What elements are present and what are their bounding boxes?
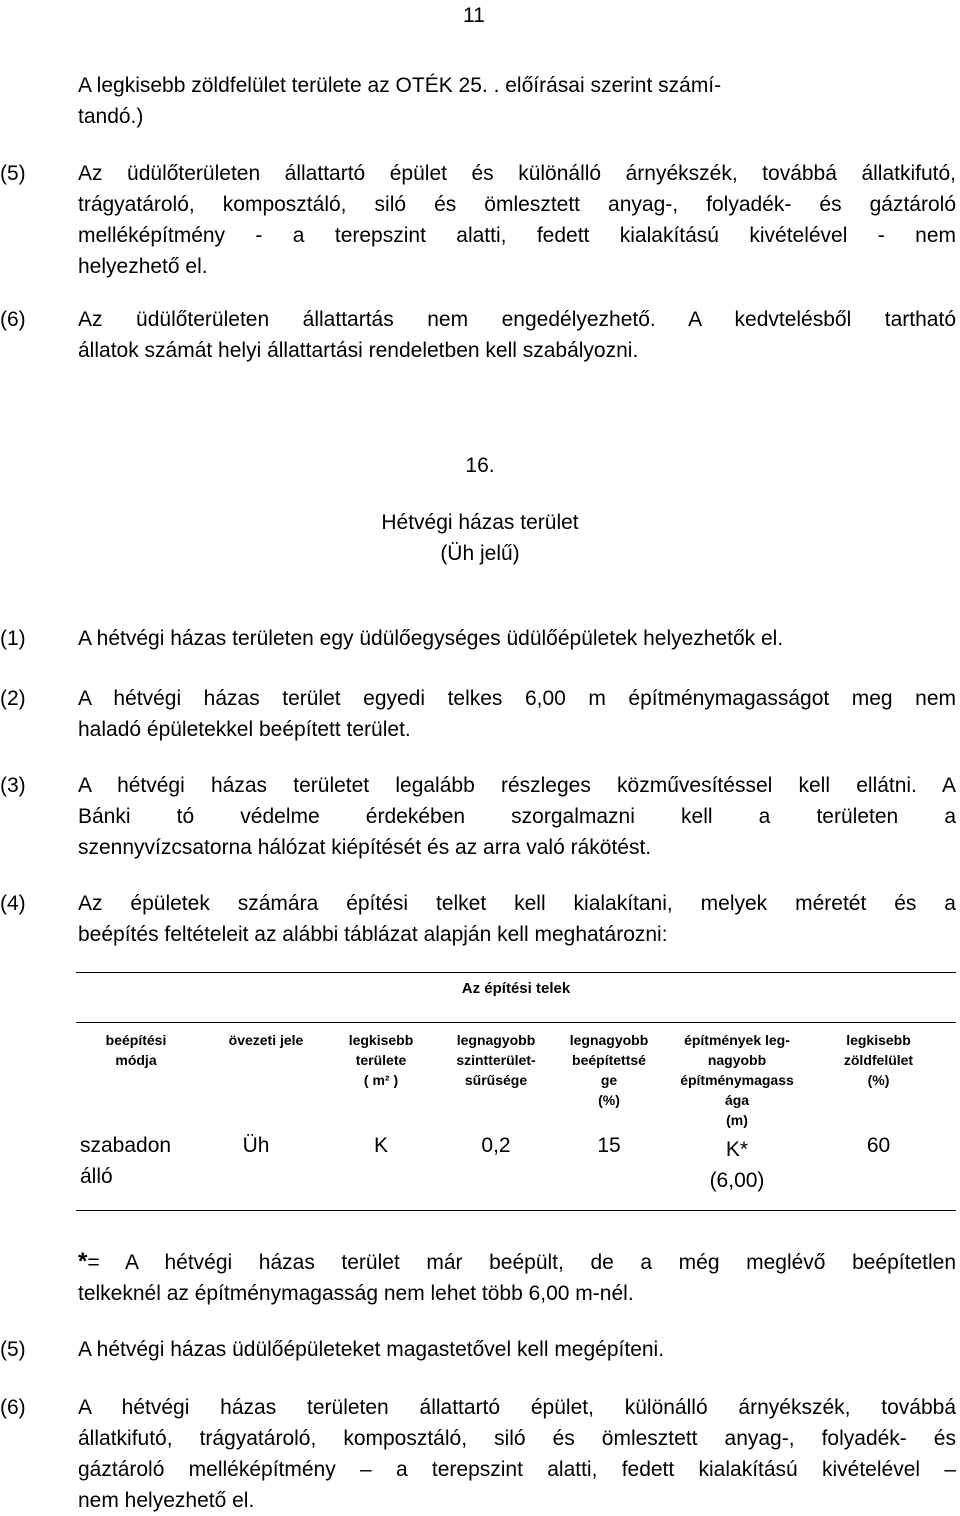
header-line: legkisebb: [348, 1032, 414, 1048]
paragraph-line: haladó épületekkel beépített terület.: [78, 718, 411, 741]
paragraph-2: [78, 683, 956, 745]
footnote-line-2: telkeknél az építménymagasság nem lehet több 6,00 m-nél.: [78, 1282, 634, 1305]
table-column-header: [206, 1030, 326, 1050]
paragraph-number: (6): [0, 1396, 26, 1419]
header-line: módja: [115, 1052, 157, 1068]
header-line: övezeti jele: [228, 1032, 304, 1048]
paragraph-5-bottom: [78, 1334, 956, 1365]
value-line: K: [373, 1134, 388, 1157]
paragraph-line: trágyatároló, komposztáló, siló és ömlesztett anyag-, folyadék- és gáztároló: [78, 193, 956, 216]
paragraph-3: [78, 770, 956, 863]
paragraph-line: Az épületek számára építési telket kell kialakítani, melyek méretét és a: [78, 892, 956, 915]
header-line: ( m² ): [363, 1072, 399, 1088]
value-line: (6,00): [709, 1169, 765, 1192]
header-line: legnagyobb: [456, 1032, 536, 1048]
value-line: szabadon: [80, 1134, 172, 1157]
paragraph-line: melléképítmény - a terepszint alatti, fedett kialakítású kivételével - nem: [78, 224, 956, 247]
header-line: zöldfelület: [843, 1052, 914, 1068]
paragraph-1: [78, 623, 956, 654]
value-line: 0,2: [481, 1134, 511, 1157]
paragraph-5-top: [78, 158, 956, 282]
paragraph-line: A hétvégi házas területen egy üdülőegységes üdülőépületek helyezhetők el.: [78, 627, 784, 650]
table-cell-value: [662, 1134, 812, 1196]
section-subtitle: (Üh jelű): [440, 542, 520, 565]
table-column-header: [326, 1030, 436, 1090]
paragraph-6-bottom: [78, 1392, 956, 1516]
value-line: álló: [80, 1165, 113, 1188]
value-line: 60: [866, 1134, 891, 1157]
section-title: Hétvégi házas terület: [381, 511, 579, 534]
table-cell-value: [206, 1130, 306, 1161]
paragraph-line: A hétvégi házas területen állattartó épület, különálló árnyékszék, továbbá: [78, 1396, 956, 1419]
value-line: 15: [597, 1134, 621, 1157]
paragraph-line: állatkifutó, trágyatároló, komposztáló, siló és ömlesztett anyag-, folyadék- és: [78, 1427, 956, 1450]
section-number: 16.: [465, 454, 495, 477]
header-line: beépítettsé: [572, 1052, 646, 1068]
intro-line-1: A legkisebb zöldfelület területe az OTÉK 25. . előírásai szerint számí-: [78, 74, 722, 97]
value-line: K*: [725, 1138, 749, 1161]
intro-line-2: tandó.): [78, 105, 144, 128]
table-column-header: [554, 1030, 664, 1110]
paragraph-number: (6): [0, 308, 26, 331]
paragraph-number: (4): [0, 892, 26, 915]
paragraph-line: helyezhető el.: [78, 255, 208, 278]
table-column-header: [662, 1030, 812, 1130]
table-divider: [76, 1022, 956, 1023]
header-line: építménymagass: [680, 1072, 794, 1088]
header-line: (%): [867, 1072, 890, 1088]
table-cell-value: [326, 1130, 436, 1161]
paragraph-number: (5): [0, 162, 26, 185]
header-line: legkisebb: [846, 1032, 911, 1048]
table-cell-value: [821, 1130, 936, 1161]
header-line: beépítési: [105, 1032, 167, 1048]
table-bottom-border: [76, 1210, 956, 1211]
table-cell-value: [436, 1130, 556, 1161]
paragraph-line: gáztároló melléképítmény – a terepszint alatti, fedett kialakítású kivételével –: [78, 1458, 956, 1481]
table-cell-value: [554, 1130, 664, 1161]
header-line: nagyobb: [707, 1052, 767, 1068]
table-title: Az építési telek: [461, 980, 571, 997]
header-line: (%): [598, 1092, 620, 1108]
paragraph-6-top: [78, 304, 956, 366]
table-column-header: [76, 1030, 196, 1070]
paragraph-line: Bánki tó védelme érdekében szorgalmazni kell a területen a: [78, 805, 956, 828]
paragraph-line: A hétvégi házas terület egyedi telkes 6,00 m építménymagasságot meg nem: [78, 687, 956, 710]
paragraph-number: (5): [0, 1338, 26, 1361]
paragraph-line: állatok számát helyi állattartási rendeletben kell szabályozni.: [78, 339, 639, 362]
paragraph-number: (1): [0, 627, 26, 650]
header-line: szintterület-: [456, 1052, 536, 1068]
paragraph-line: nem helyezhető el.: [78, 1489, 255, 1512]
header-line: ága: [724, 1092, 750, 1108]
footnote-star: *: [78, 1248, 88, 1275]
footnote: [78, 1246, 956, 1309]
page-number: 11: [463, 4, 485, 27]
paragraph-4: [78, 888, 956, 950]
paragraph-line: Az üdülőterületen állattartó épület és különálló árnyékszék, továbbá állatkifutó,: [78, 162, 956, 185]
paragraph-line: beépítés feltételeit az alábbi táblázat alapján kell meghatározni:: [78, 923, 668, 946]
footnote-line-1: [78, 1246, 956, 1278]
building-plot-table: [76, 972, 956, 1211]
header-line: területe: [355, 1052, 407, 1068]
table-column-header: [821, 1030, 936, 1090]
paragraph-line: A hétvégi házas üdülőépületeket magastetővel kell megépíteni.: [78, 1338, 665, 1361]
header-line: legnagyobb: [569, 1032, 649, 1048]
header-line: építmények leg-: [684, 1032, 790, 1048]
paragraph-line: A hétvégi házas területet legalább részleges közművesítéssel kell ellátni. A: [78, 774, 956, 797]
paragraph-number: (2): [0, 687, 26, 710]
table-cell-value: [80, 1130, 200, 1192]
table-column-header: [436, 1030, 556, 1090]
header-line: (m): [726, 1112, 748, 1128]
paragraph-number: (3): [0, 774, 26, 797]
footnote-text: = A hétvégi házas terület már beépült, de a még meglévő beépítetlen: [87, 1251, 956, 1274]
header-line: ge: [600, 1072, 618, 1088]
paragraph-line: Az üdülőterületen állattartás nem engedélyezhető. A kedvtelésből tartható: [78, 308, 956, 331]
paragraph-line: szennyvízcsatorna hálózat kiépítését és az arra való rákötést.: [78, 836, 652, 859]
header-line: sűrűsége: [464, 1072, 528, 1088]
value-line: Üh: [242, 1134, 270, 1157]
